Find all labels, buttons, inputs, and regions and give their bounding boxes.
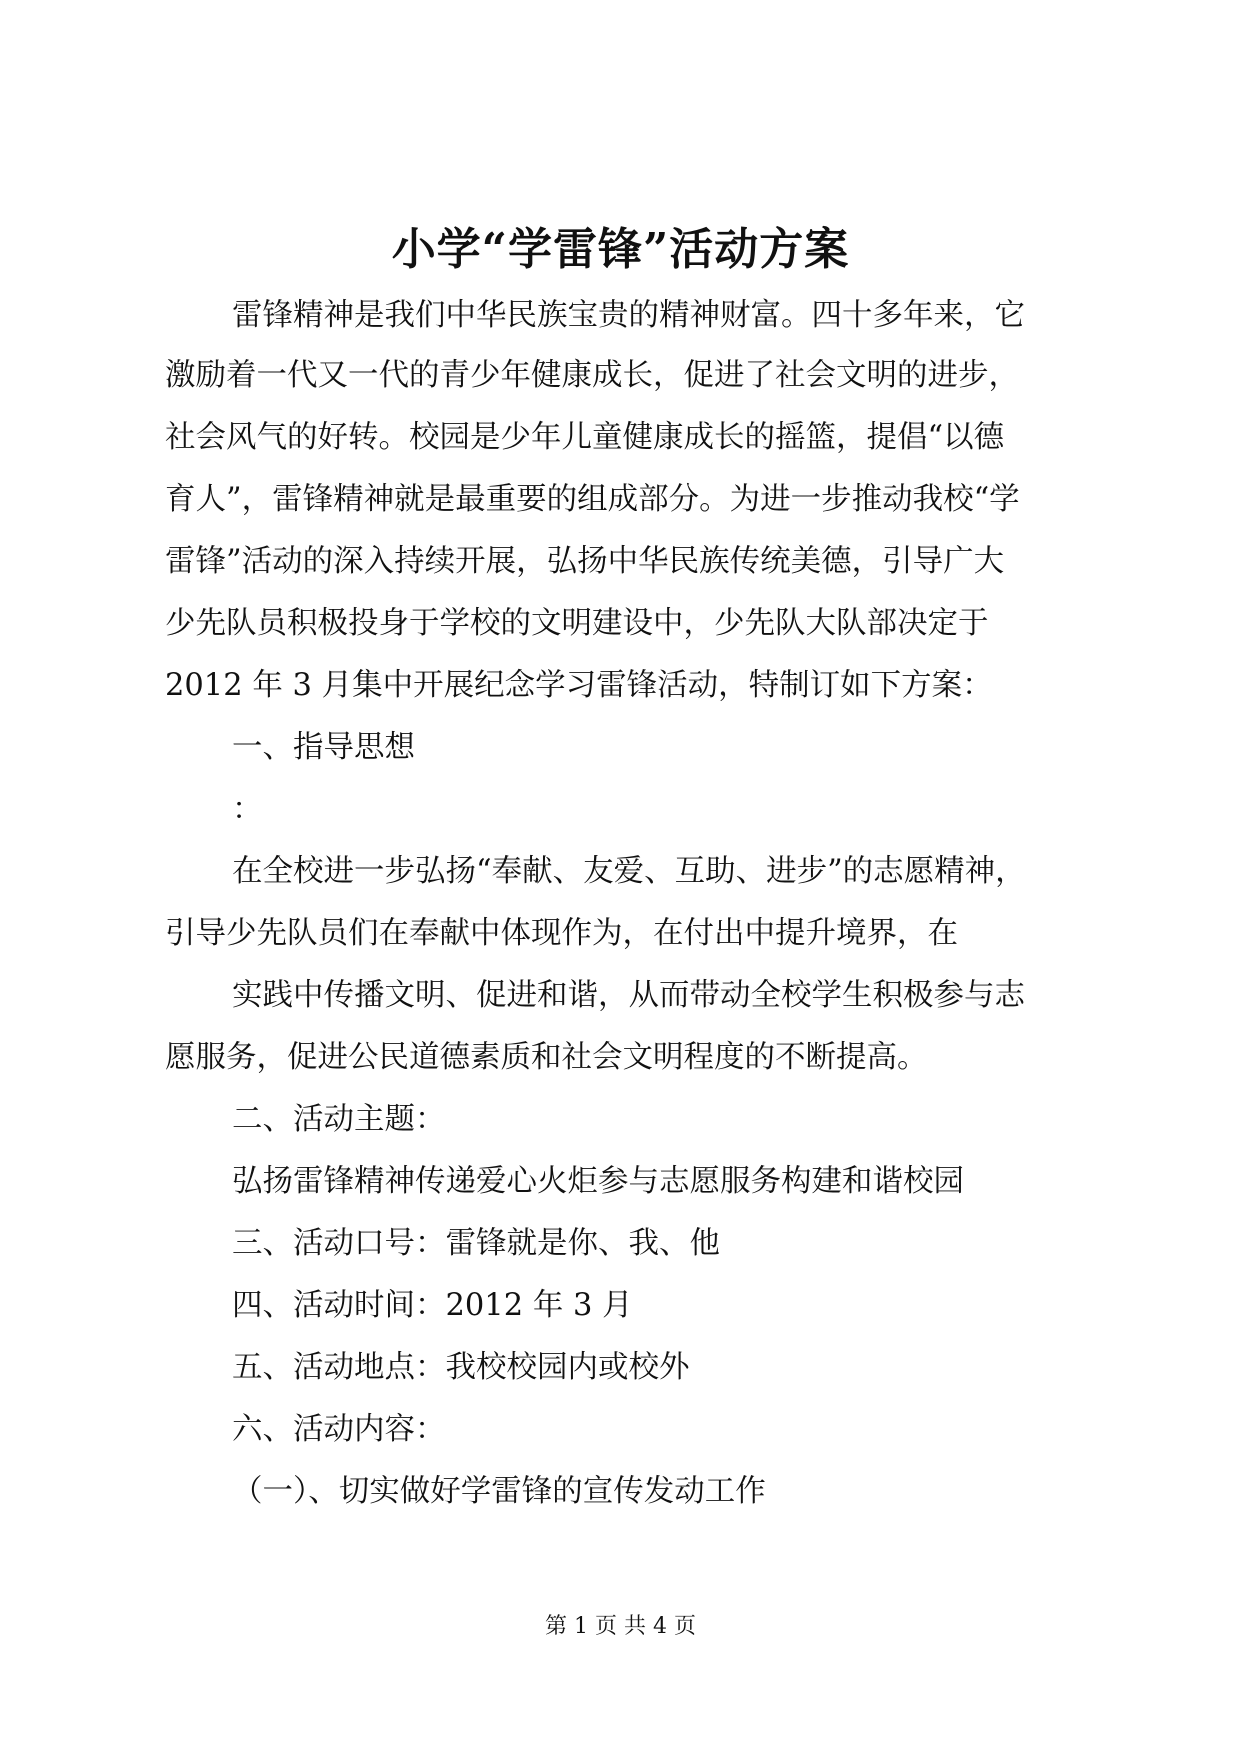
section-heading: 六、活动内容： [232,1412,446,1447]
body-line: 在全校进一步弘扬“奉献、友爱、互助、进步”的志愿精神， [232,854,1026,889]
body-line: 引导少先队员们在奉献中体现作为，在付出中提升境界，在 [165,916,958,951]
body-line: 雷锋精神是我们中华民族宝贵的精神财富。四十多年来，它 [232,298,1025,333]
body-line: 育人”，雷锋精神就是最重要的组成部分。为进一步推动我校“学 [165,482,1020,517]
subsection-heading: （一）、切实做好学雷锋的宣传发动工作 [232,1474,766,1509]
body-line: 愿服务，促进公民道德素质和社会文明程度的不断提高。 [165,1040,928,1075]
section-heading: 五、活动地点：我校校园内或校外 [232,1350,690,1385]
section-heading: 三、活动口号：雷锋就是你、我、他 [232,1226,720,1261]
body-line: 少先队员积极投身于学校的文明建设中，少先队大队部决定于 [165,606,989,641]
body-line: 激励着一代又一代的青少年健康成长，促进了社会文明的进步， [165,358,1019,393]
body-line: ： [232,792,263,827]
page-number: 第 1 页 共 4 页 [545,1614,696,1639]
section-heading: 一、指导思想 [232,730,415,765]
body-line: 2012 年 3 月集中开展纪念学习雷锋活动，特制订如下方案： [165,668,993,703]
section-heading: 二、活动主题： [232,1102,446,1137]
body-line: 弘扬雷锋精神传递爱心火炬参与志愿服务构建和谐校园 [232,1164,964,1199]
body-line: 实践中传播文明、促进和谐，从而带动全校学生积极参与志 [232,978,1025,1013]
section-heading: 四、活动时间：2012 年 3 月 [232,1288,633,1323]
body-line: 雷锋”活动的深入持续开展，弘扬中华民族传统美德，引导广大 [165,544,1005,579]
page-title: 小学“学雷锋”活动方案 [391,224,850,275]
body-line: 社会风气的好转。校园是少年儿童健康成长的摇篮，提倡“以德 [165,420,1005,455]
